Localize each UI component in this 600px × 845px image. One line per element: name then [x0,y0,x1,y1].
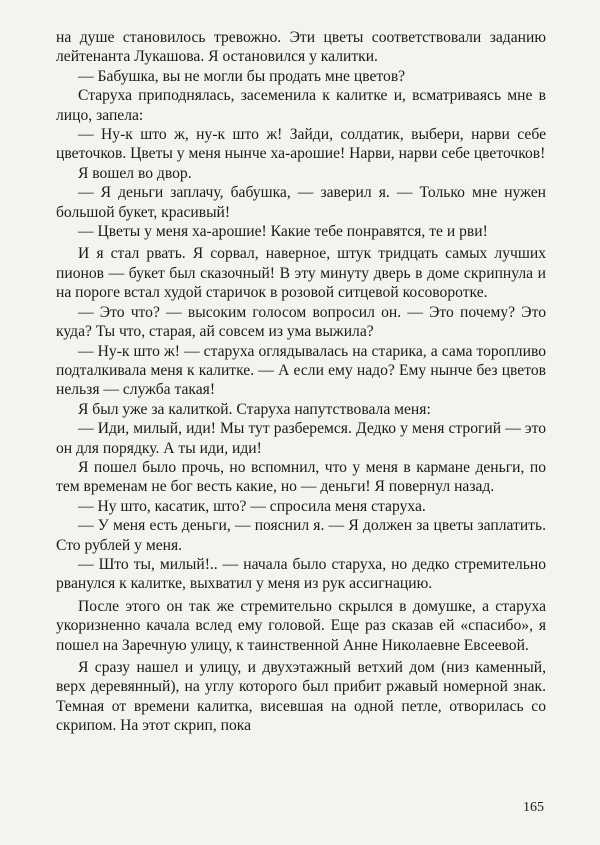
paragraph: — У меня есть деньги, — пояснил я. — Я должен за цветы заплатить. Сто рублей у меня. [56,517,546,554]
paragraph: — Бабушка, вы не могли бы продать мне цветов? [78,67,406,85]
paragraph: Я сразу нашел и улицу, и двухэтажный ветхий дом (низ каменный, верх деревянный), на углу которого был прибит ржавый номерной знак. Темная от времени калитка, висевшая на одной петле, отворилась со скрипом. На этот скрип, пока [56,659,546,735]
paragraph: И я стал рвать. Я сорвал, наверное, штук тридцать самых лучших пионов — букет был сказочный! В эту минуту дверь в доме скрипнула и на пороге встал худой старичок в розовой ситцевой косоворотке. [56,245,546,302]
paragraph: — Я деньги заплачу, бабушка, — заверил я. — Только мне нужен большой букет, красивый! [56,184,546,221]
paragraph: Старуха приподнялась, засеменила к калитке и, всматриваясь мне в лицо, запела: [56,87,546,124]
paragraph: — Это что? — высоким голосом вопросил он. — Это почему? Это куда? Ты что, старая, ай совсем из ума выжила? [56,303,546,341]
paragraph: — Ну-к што ж! — старуха оглядывалась на старика, а сама торопливо подталкивала меня к калитке. — А если ему надо? Ему нынче без цветов нельзя — служба такая! [56,342,546,399]
page-number: 165 [523,800,544,815]
paragraph: — Што ты, милый!.. — начала было старуха, но дедко стремительно рванулся к калитке, выхватил у меня из рук ассигнацию. [56,555,546,593]
paragraph: Я вошел во двор. [78,164,192,182]
paragraph: — Цветы у меня ха-арошие! Какие тебе понравятся, те и рви! [78,223,488,241]
page-body [56,28,546,736]
paragraph: После этого он так же стремительно скрылся в домушке, а старуха укоризненно качала вслед ему головой. Еще раз сказав ей «спасибо», я пошел на Заречную улицу, к таинственной Анне Николаевне Евсеевой. [56,597,546,654]
paragraph: на душе становилось тревожно. Эти цветы соответствовали заданию лейтенанта Лукашова. Я остановился у калитки. [56,29,546,66]
paragraph: — Ну што, касатик, што? — спросила меня старуха. [78,497,426,515]
paragraph: — Ну-к што ж, ну-к што ж! Зайди, солдатик, выбери, нарви себе цветочков. Цветы у меня нынче ха-арошие! Нарви, нарви себе цветочков! [56,126,546,163]
paragraph: Я был уже за калиткой. Старуха напутствовала меня: [78,400,431,418]
paragraph: Я пошел было прочь, но вспомнил, что у меня в кармане деньги, по тем временам не бог весть какие, но — деньги! Я повернул назад. [56,458,546,496]
paragraph: — Иди, милый, иди! Мы тут разберемся. Дедко у меня строгий — это он для порядку. А ты иди, иди! [56,420,546,457]
